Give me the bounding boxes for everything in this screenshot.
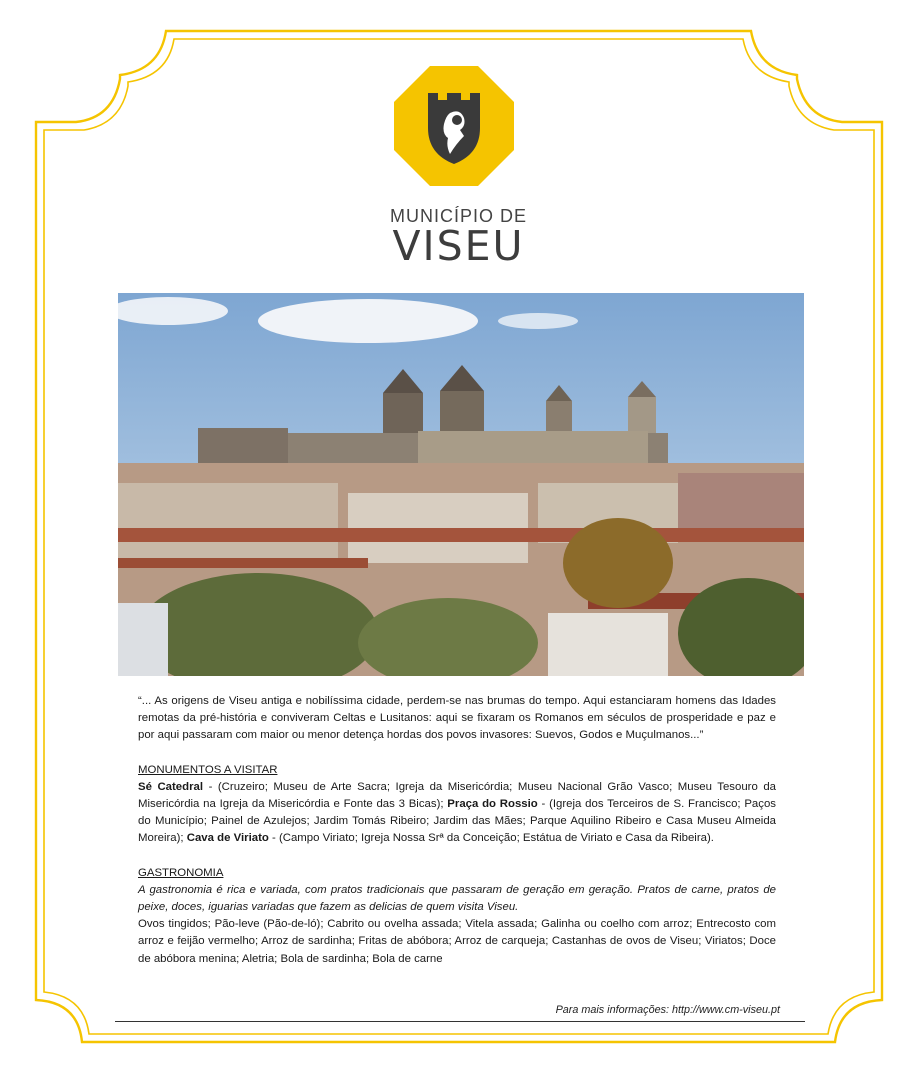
municipality-label: MUNICÍPIO DE xyxy=(389,206,527,226)
monuments-heading: MONUMENTOS A VISITAR xyxy=(138,763,278,776)
monuments-section xyxy=(138,762,776,848)
gastronomy-section xyxy=(138,865,776,968)
tower-shield-icon xyxy=(394,66,514,186)
se-label: Sé Catedral xyxy=(138,780,204,793)
gastronomy-list: Ovos tingidos; Pão-leve (Pão-de-ló); Cabrito ou ovelha assada; Vitela assada; Galinha ou coelho com arroz; Entrecosto com arroz e feijão vermelho; Arroz de sardinha; Fritas de abóbora; Arroz de carqueja; Castanhas de ovos de Viseu; Viriatos; Doce de abóbora menina; Aletria; Bola de sardinha; Bola de carne xyxy=(138,918,776,965)
cava-text: - (Campo Viriato; Igreja Nossa Srª da Conceição; Estátua de Viriato e Casa da Ribeira). xyxy=(268,832,714,845)
gastronomy-intro: A gastronomia é rica e variada, com pratos tradicionais que passaram de geração em geração. Pratos de carne, pratos de peixe, doces, iguarias variadas que fazem as delicias de quem visita Viseu. xyxy=(138,883,776,914)
city-skyline-icon xyxy=(118,293,804,676)
footer-divider xyxy=(115,1021,805,1022)
se-text: - (Cruzeiro; Museu de Arte Sacra; Igreja da Misericórdia; Museu Nacional Grão Vasco; Museu Tesouro da Misericórdia na Igreja da Misericórdia e Fonte das 3 Bicas); xyxy=(138,780,776,811)
city-title: VISEU xyxy=(392,222,525,270)
body-text xyxy=(138,693,776,968)
rossio-label: Praça do Rossio xyxy=(447,798,538,811)
rossio-text: - (Igreja dos Terceiros de S. Francisco; Paços do Município; Painel de Azulejos; Jardim Tomás Ribeiro; Jardim das Mães; Parque Aquilino Ribeiro e Casa Museu Almeida Moreira); xyxy=(138,798,776,845)
cava-label: Cava de Viriato xyxy=(186,832,269,845)
intro-paragraph: “... As origens de Viseu antiga e nobilíssima cidade, perdem-se nas brumas do tempo. Aqui estanciaram homens das Idades remotas da pré-história e conviveram Celtas e Lusitanos: aqui se fixaram os Romanos em séculos de prosperidade e paz e por aqui passaram com maior ou menor detença hordas dos povos invasores: Suevos, Godos e Muçulmanos...” xyxy=(138,695,776,742)
gastronomy-heading: GASTRONOMIA xyxy=(138,866,224,879)
footer-link[interactable]: Para mais informações: http://www.cm-viseu.pt xyxy=(555,1004,780,1016)
monuments-text xyxy=(138,779,776,848)
